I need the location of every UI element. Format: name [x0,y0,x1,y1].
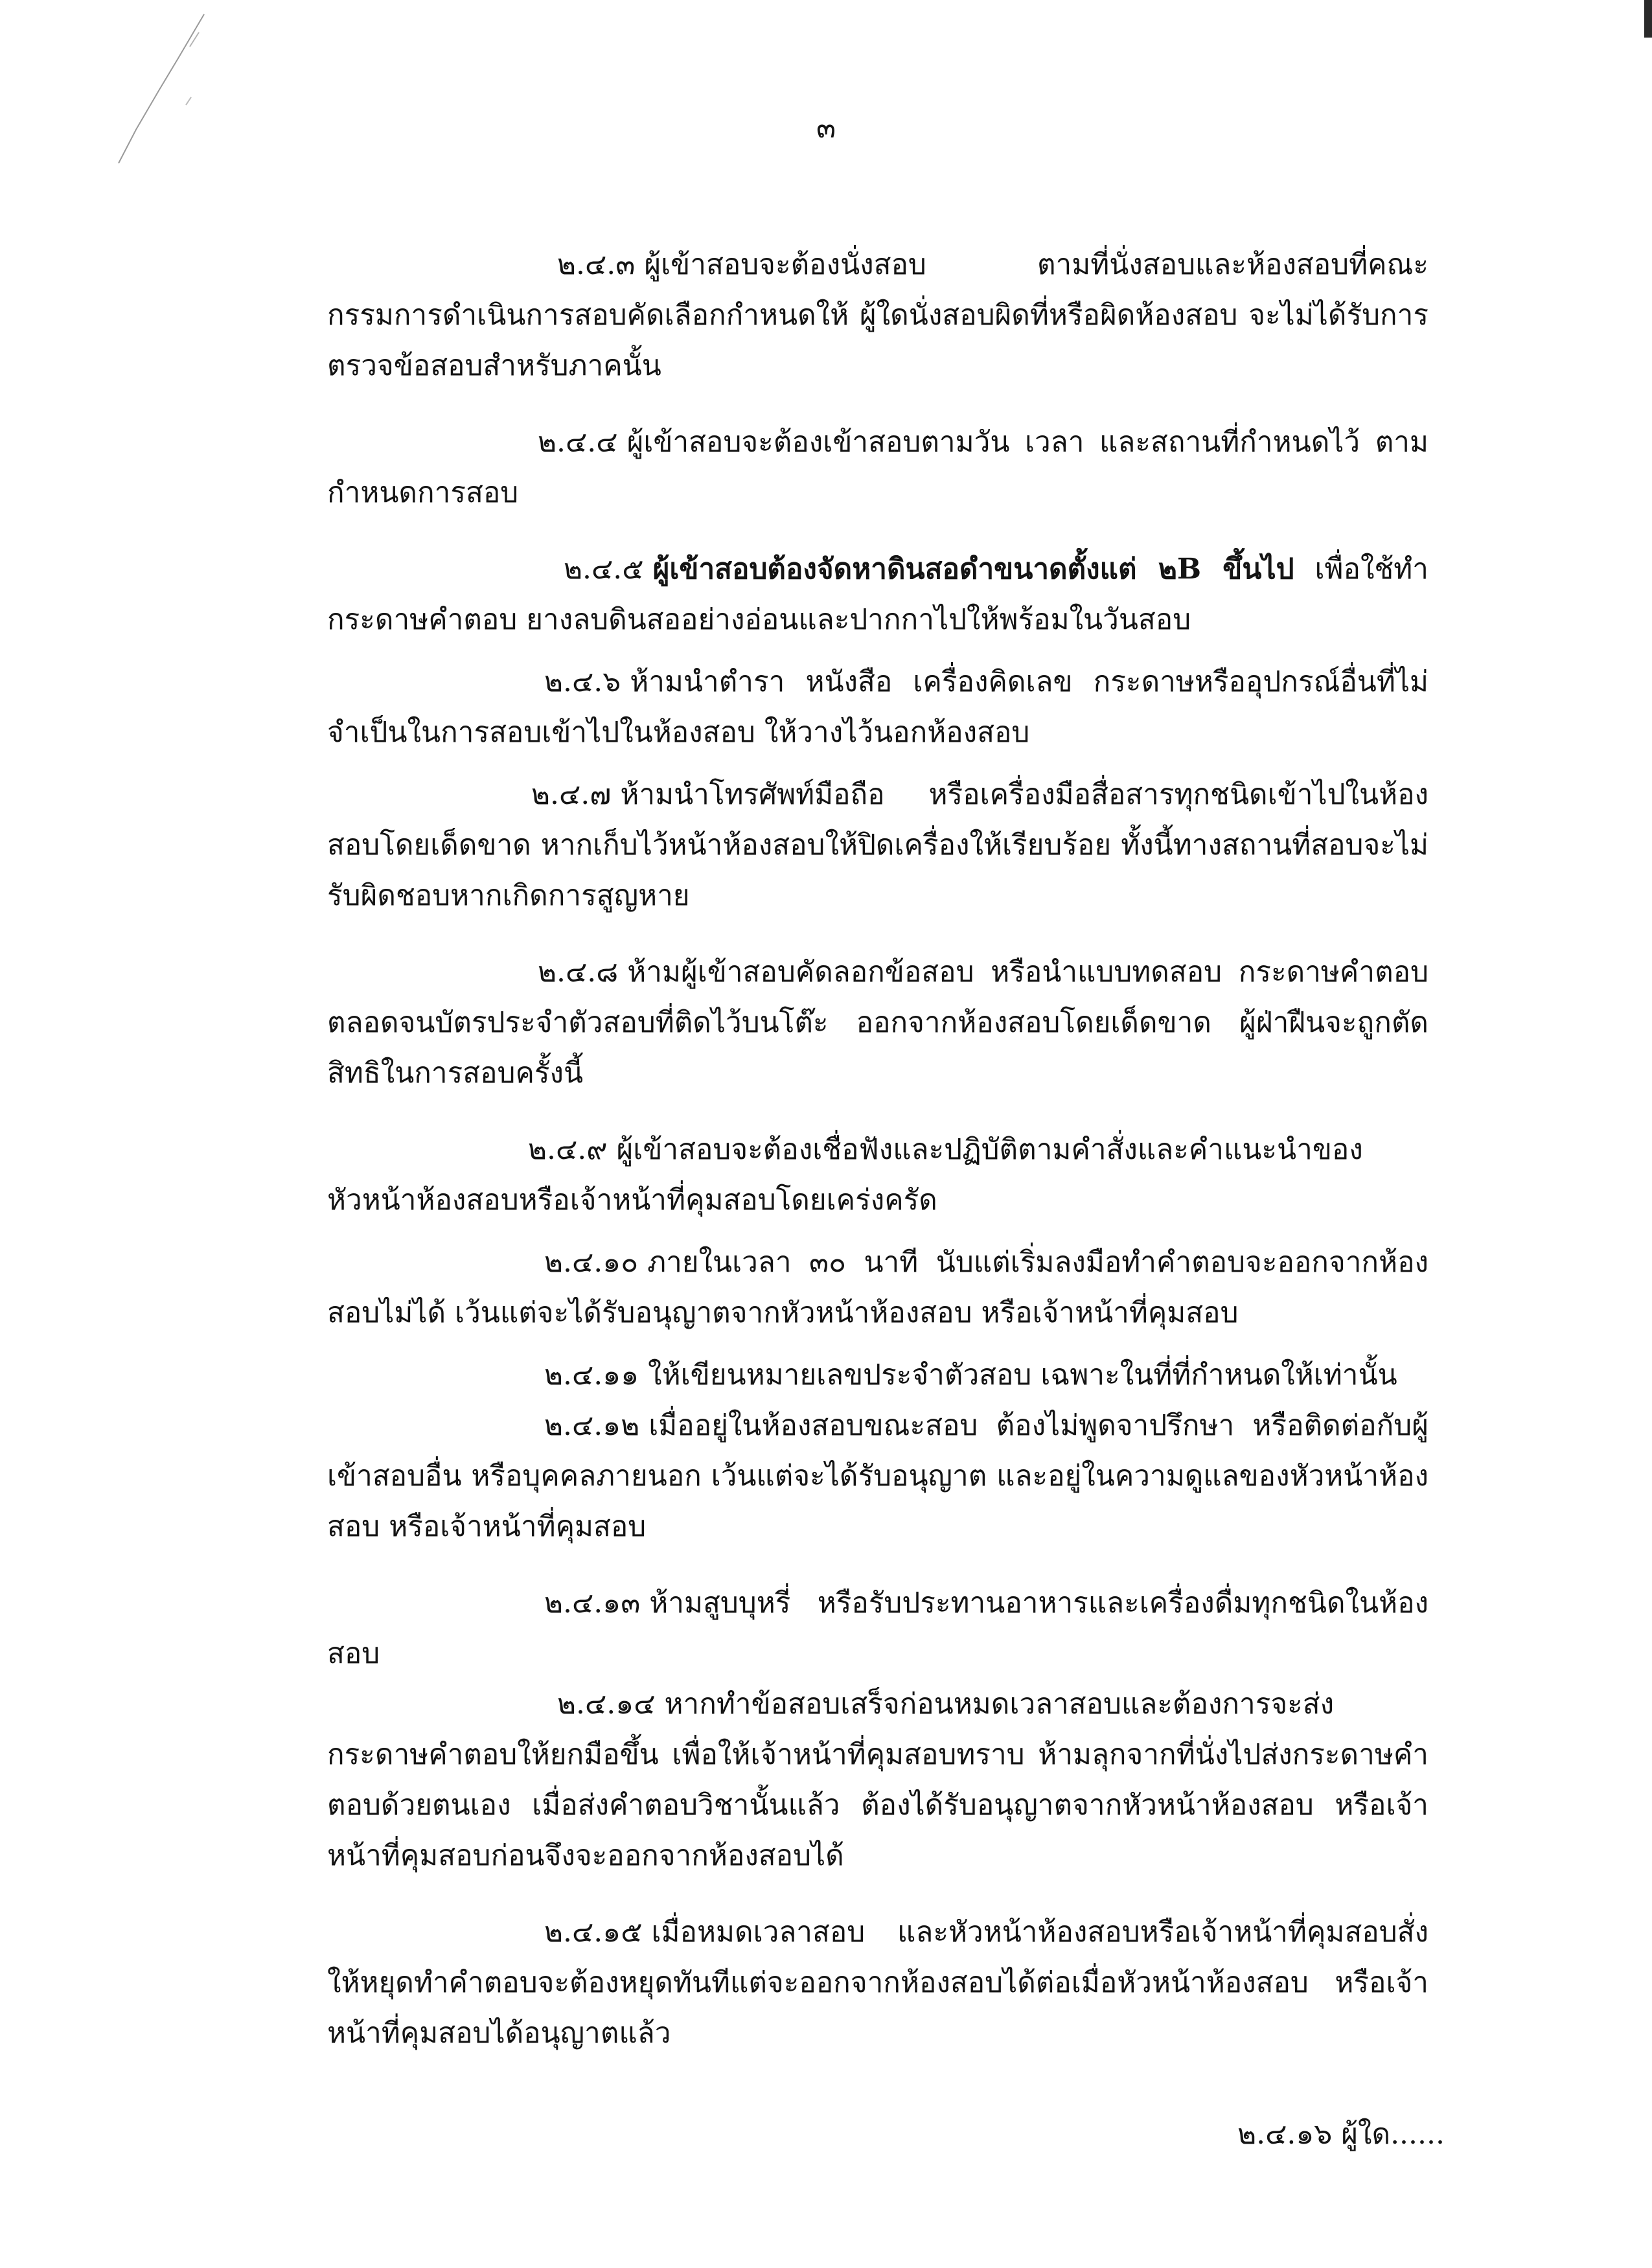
section-number: ๒.๔.๑๑ [544,1358,639,1392]
section-number: ๒.๔.๕ [564,553,644,586]
paragraph-text: ผู้เข้าสอบจะต้องเชื่อฟังและปฏิบัติตามคำสั่งและคำแนะนำของหัวหน้าห้องสอบหรือเจ้าหน้าที่คุมสอบโดยเคร่งครัด [327,1133,1363,1217]
section-number: ๒.๔.๑๕ [544,1916,643,1949]
paragraph-2-4-8 [327,947,1428,1099]
paragraph-2-4-5 [327,544,1428,645]
paragraph-text: เมื่ออยู่ในห้องสอบขณะสอบ ต้องไม่พูดจาปรึกษา หรือติดต่อกับผู้เข้าสอบอื่น หรือบุคคลภายนอก เว้นแต่จะได้รับอนุญาต และอยู่ในความดูแลของหัวหน้าห้องสอบ หรือเจ้าหน้าที่คุมสอบ [327,1409,1428,1543]
paragraph-2-4-7 [327,770,1428,921]
paragraph-text: ห้ามนำตำรา หนังสือ เครื่องคิดเลข กระดาษหรืออุปกรณ์อื่นที่ไม่จำเป็นในการสอบเข้าไปในห้องสอบ ให้วางไว้นอกห้องสอบ [327,665,1428,749]
scan-edge-mark [1639,0,1652,39]
paragraph-2-4-13 [327,1578,1428,1679]
paragraph-2-4-10 [327,1237,1428,1338]
paragraph-text: ห้ามสูบบุหรี่ หรือรับประทานอาหารและเครื่องดื่มทุกชนิดในห้องสอบ [327,1586,1428,1670]
paragraph-2-4-12 [327,1401,1428,1552]
paragraph-bold-text: ผู้เข้าสอบต้องจัดหาดินสอดำขนาดตั้งแต่ ๒B ขึ้นไป [652,553,1294,586]
section-number: ๒.๔.๓ [557,248,636,281]
section-number: ๒.๔.๑๔ [557,1688,656,1721]
paragraph-text: เพื่อใช้ทำกระดาษคำตอบ ยางลบดินสออย่างอ่อนและปากกาไปให้พร้อมในวันสอบ [327,553,1428,636]
paragraph-2-4-9 [327,1125,1428,1226]
paragraph-2-4-4 [327,417,1428,518]
section-number: ๒.๔.๑๐ [544,1246,639,1279]
paragraph-text: ผู้เข้าสอบจะต้องนั่งสอบ ตามที่นั่งสอบและห้องสอบที่คณะกรรมการดำเนินการสอบคัดเลือกกำหนดให้ ผู้ใดนั่งสอบผิดที่หรือผิดห้องสอบ จะไม่ได้รับการตรวจข้อสอบสำหรับภาคนั้น [327,248,1428,382]
paragraph-2-4-15 [327,1907,1428,2059]
paragraph-text: หากทำข้อสอบเสร็จก่อนหมดเวลาสอบและต้องการจะส่งกระดาษคำตอบให้ยกมือขึ้น เพื่อให้เจ้าหน้าที่คุมสอบทราบ ห้ามลุกจากที่นั่งไปส่งกระดาษคำตอบด้วยตนเอง เมื่อส่งคำตอบวิชานั้นแล้ว ต้องได้รับอนุญาตจากหัวหน้าห้องสอบ หรือเจ้าหน้าที่คุมสอบก่อนจึงจะออกจากห้องสอบได้ [327,1688,1428,1872]
page-number: ๓ [816,111,836,144]
section-number: ๒.๔.๑๒ [544,1409,640,1442]
paragraph-2-4-3 [327,240,1428,391]
section-number: ๒.๔.๘ [538,956,619,989]
paragraph-2-4-6 [327,657,1428,758]
paragraph-text: เมื่อหมดเวลาสอบ และหัวหน้าห้องสอบหรือเจ้าหน้าที่คุมสอบสั่งให้หยุดทำคำตอบจะต้องหยุดทันทีแต่จะออกจากห้องสอบได้ต่อเมื่อหัวหน้าห้องสอบ หรือเจ้าหน้าที่คุมสอบได้อนุญาตแล้ว [327,1916,1428,2050]
paragraph-text: ผู้เข้าสอบจะต้องเข้าสอบตามวัน เวลา และสถานที่กำหนดไว้ ตามกำหนดการสอบ [327,426,1428,509]
paragraph-text: ให้เขียนหมายเลขประจำตัวสอบ เฉพาะในที่ที่กำหนดให้เท่านั้น [648,1358,1397,1392]
paragraph-2-4-11 [327,1350,1428,1401]
continuation-note: ๒.๔.๑๖ ผู้ใด...... [1237,2118,1445,2151]
section-number: ๒.๔.๖ [544,665,621,698]
section-number: ๒.๔.๗ [531,778,612,811]
paragraph-2-4-14 [327,1679,1428,1881]
paragraph-text: ห้ามผู้เข้าสอบคัดลอกข้อสอบ หรือนำแบบทดสอบ กระดาษคำตอบตลอดจนบัตรประจำตัวสอบที่ติดไว้บนโต๊ะ ออกจากห้องสอบโดยเด็ดขาด ผู้ฝ่าฝืนจะถูกตัดสิทธิในการสอบครั้งนี้ [327,956,1428,1090]
section-number: ๒.๔.๙ [528,1133,608,1166]
paragraph-text: ภายในเวลา ๓๐ นาที นับแต่เริ่มลงมือทำคำตอบจะออกจากห้องสอบไม่ได้ เว้นแต่จะได้รับอนุญาตจากหัวหน้าห้องสอบ หรือเจ้าหน้าที่คุมสอบ [327,1246,1428,1329]
paragraph-text: ห้ามนำโทรศัพท์มือถือ หรือเครื่องมือสื่อสารทุกชนิดเข้าไปในห้องสอบโดยเด็ดขาด หากเก็บไว้หน้าห้องสอบให้ปิดเครื่องให้เรียบร้อย ทั้งนี้ทางสถานที่สอบจะไม่รับผิดชอบหากเกิดการสูญหาย [327,778,1428,912]
section-number: ๒.๔.๔ [538,426,618,459]
document-body [327,240,1428,2059]
section-number: ๒.๔.๑๓ [544,1586,641,1620]
